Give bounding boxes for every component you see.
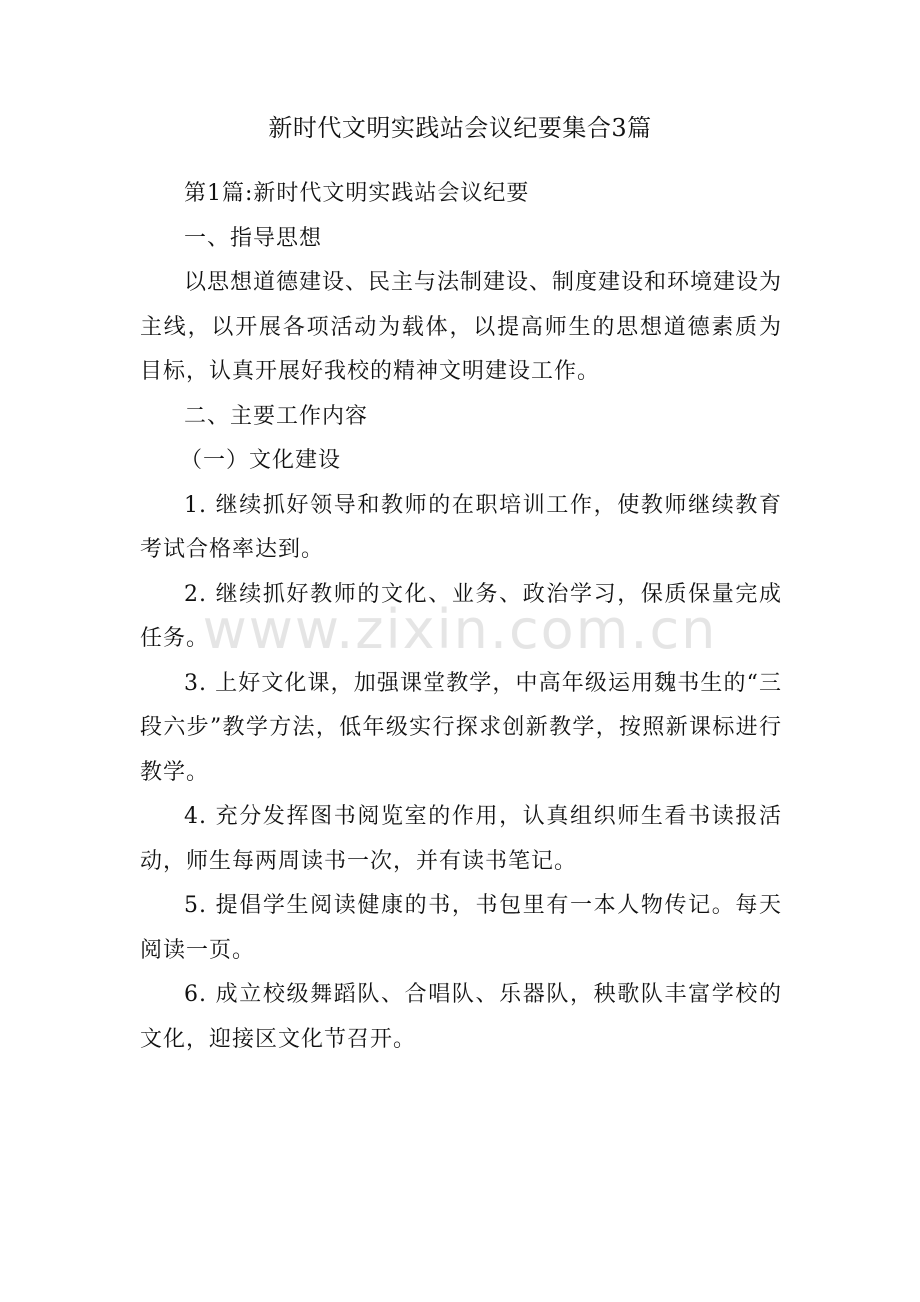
list-item-2: 2. 继续抓好教师的文化、业务、政治学习，保质保量完成任务。 — [140, 581, 782, 651]
section-heading-guiding-ideology: 一、指导思想 — [184, 225, 323, 251]
list-item-5: 5. 提倡学生阅读健康的书，书包里有一本人物传记。每天阅读一页。 — [140, 893, 782, 963]
list-item-4: 4. 充分发挥图书阅览室的作用，认真组织师生看书读报活动，师生每两周读书一次，并有读书笔记。 — [140, 804, 782, 874]
article-heading: 第1篇:新时代文明实践站会议纪要 — [184, 181, 530, 206]
subsection-heading-culture: （一）文化建设 — [180, 448, 342, 473]
section-heading-main-work: 二、主要工作内容 — [184, 403, 369, 429]
paragraph-guiding-ideology: 以思想道德建设、民主与法制建设、制度建设和环境建设为主线，以开展各项活动为载体，以提高师生的思想道德素质为目标，认真开展好我校的精神文明建设工作。 — [140, 270, 783, 384]
list-item-3: 3. 上好文化课，加强课堂教学，中高年级运用魏书生的“三段六步”教学方法，低年级实行探求创新教学，按照新课标进行教学。 — [140, 670, 782, 785]
list-item-6: 6. 成立校级舞蹈队、合唱队、乐器队，秧歌队丰富学校的文化，迎接区文化节召开。 — [140, 982, 782, 1052]
list-item-1: 1. 继续抓好领导和教师的在职培训工作，使教师继续教育考试合格率达到。 — [140, 492, 782, 562]
watermark: www.zixin.com.cn — [202, 598, 718, 661]
document-title: 新时代文明实践站会议纪要集合3篇 — [268, 114, 652, 142]
document-body — [140, 172, 782, 1062]
